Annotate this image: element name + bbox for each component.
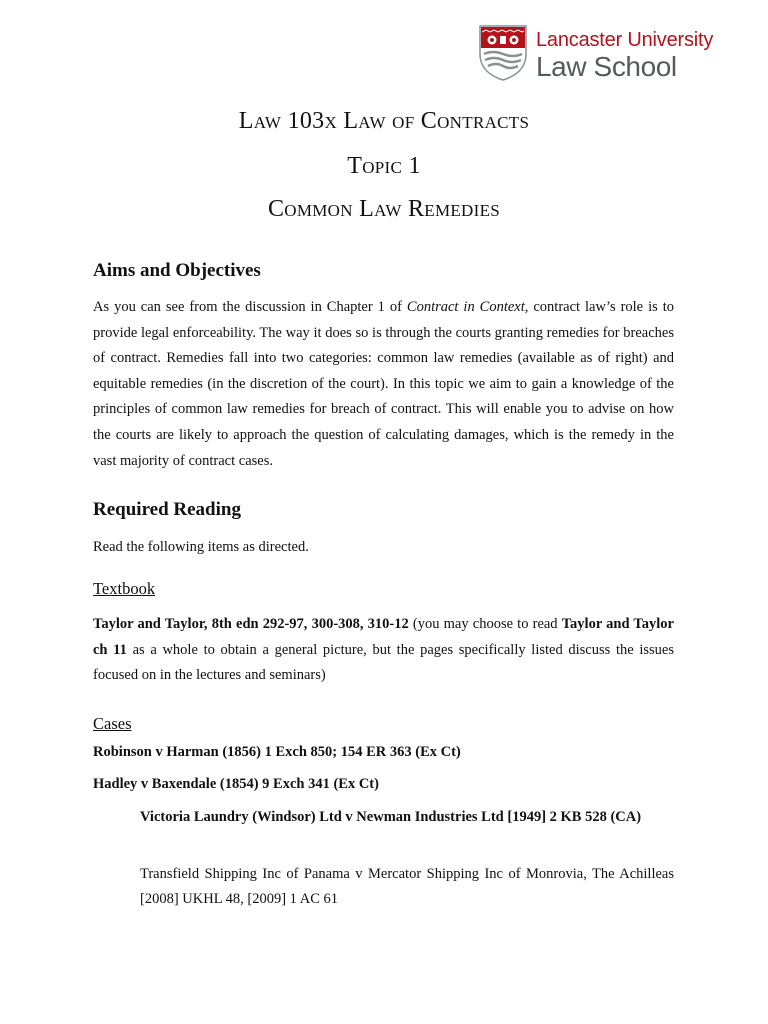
- school-name: Law School: [536, 51, 677, 82]
- case-item: Hadley v Baxendale (1854) 9 Exch 341 (Ex Ct): [93, 776, 379, 792]
- university-name: Lancaster University: [536, 29, 714, 51]
- topic-title: Common Law Remedies: [267, 196, 501, 222]
- topic-number: Topic 1: [347, 153, 421, 179]
- textbook-paragraph: [93, 612, 674, 689]
- course-title: Law 103x Law of Contracts: [238, 108, 530, 134]
- case-item: Robinson v Harman (1856) 1 Exch 850; 154 ER 363 (Ex Ct): [93, 744, 461, 760]
- case-item: Victoria Laundry (Windsor) Ltd v Newman Industries Ltd [1949] 2 KB 528 (CA): [140, 809, 642, 825]
- textbook-text-1: (you may choose to read: [408, 616, 562, 632]
- textbook-heading: Textbook: [93, 579, 156, 598]
- textbook-text-2: as a whole to obtain a general picture, but the pages specifically listed discuss the issues focused on in the lectures and seminars): [93, 641, 674, 684]
- reading-intro: Read the following items as directed.: [93, 539, 309, 555]
- aims-heading: Aims and Objectives: [93, 260, 261, 281]
- university-logo: [478, 24, 728, 84]
- textbook-chapter: Taylor and Taylor ch 11: [93, 616, 674, 658]
- case-item: Transfield Shipping Inc of Panama v Mercator Shipping Inc of Monrovia, The Achilleas [2008] UKHL 48, [2009] 1 AC 61: [140, 866, 674, 907]
- aims-paragraph: [93, 295, 674, 474]
- aims-text-start: As you can see from the discussion in Chapter 1 of: [93, 299, 407, 315]
- reading-heading: Required Reading: [93, 499, 241, 520]
- cases-heading: Cases: [93, 714, 132, 733]
- crest-icon: [478, 24, 528, 82]
- aims-text-rest: contract law’s role is to provide legal enforceability. The way it does so is through the courts granting remedies for breaches of contract. Remedies fall into two categories: common law remedies (available as of right) and equitable remedies (in the discretion of the court). In this topic we aim to gain a knowledge of the principles of common law remedies for breach of contract. This will enable you to advise on how the courts are likely to approach the question of calculating damages, which is the remedy in the vast majority of contract cases.: [93, 299, 674, 469]
- book-title: Contract in Context,: [406, 299, 529, 315]
- textbook-reference: Taylor and Taylor, 8th edn 292-97, 300-308, 310-12: [93, 616, 409, 632]
